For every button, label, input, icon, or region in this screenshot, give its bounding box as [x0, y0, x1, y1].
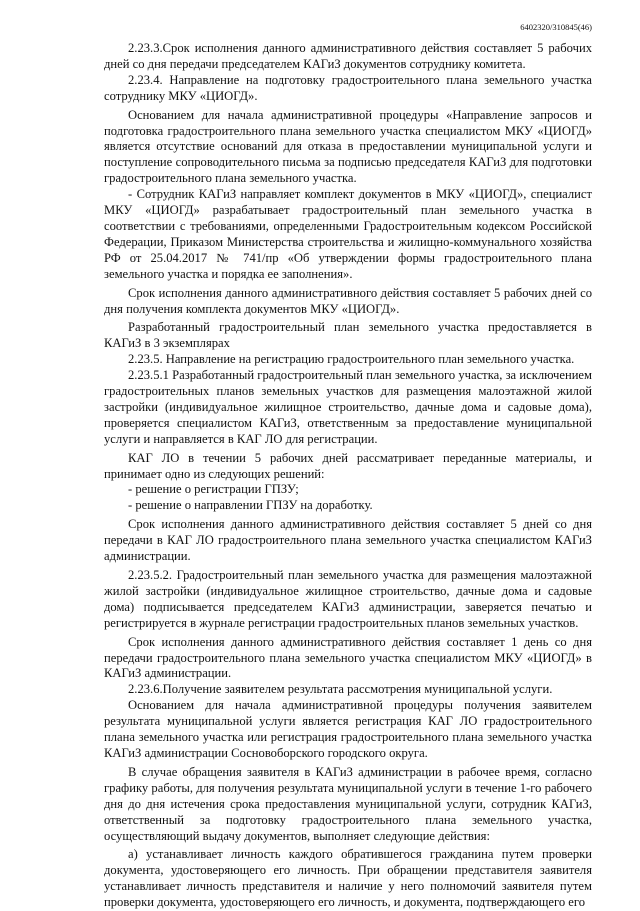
paragraph: 2.23.4. Направление на подготовку градостроительного плана земельного участка сотруднику МКУ «ЦИОГД». [104, 72, 592, 103]
paragraph: - решение о направлении ГПЗУ на доработку. [128, 498, 373, 513]
paragraph: Разработанный градостроительный план земельного участка предоставляется в КАГиЗ в 3 экземплярах [104, 320, 592, 351]
paragraph: Основанием для начала административной процедуры получения заявителем результата муниципальной услуги является регистрация КАГ ЛО градостроительного плана земельного участка или регистрация градостроительного плана земельного участка КАГиЗ администрации Сосновоборского городского округа. [104, 698, 592, 760]
paragraph: - решение о регистрации ГПЗУ; [128, 482, 299, 497]
paragraph: В случае обращения заявителя в КАГиЗ администрации в рабочее время, согласно графику работы, для получения результата муниципальной услуги в течение 1-го рабочего дня до дня истечения срока предоставления муниципальной услуги, сотрудник КАГиЗ, ответственный за подготовку градостроительного плана земельного участка, осуществляющий выдачу документов, выполняет следующие действия: [104, 764, 592, 843]
paragraph: а) устанавливает личность каждого обратившегося гражданина путем проверки документа, удостоверяющего его личность. При обращении представителя заявителя устанавливает личность представителя и наличие у него полномочий заявителя путем проверки документа, удостоверяющего его личность, и документа, подтверждающего его [104, 847, 592, 910]
paragraph: 2.23.5.1 Разработанный градостроительный план земельного участка, за исключением градостроительных планов земельных участков для размещения малоэтажной жилой застройки (индивидуальное жилищное строительство, дачные дома и садовые дома), проверяется специалистом КАГиЗ, ответственным за предоставление муниципальной услуги и направляется в КАГ ЛО для регистрации. [104, 368, 592, 446]
document-body [104, 41, 592, 911]
paragraph: 2.23.3.Срок исполнения данного административного действия составляет 5 рабочих дней со дня передачи председателем КАГиЗ документов сотруднику комитета. [104, 41, 592, 71]
paragraph: 2.23.5.2. Градостроительный план земельного участка для размещения малоэтажной жилой застройки (индивидуальное жилищное строительство, дачные дома и садовые дома) подписывается председателем КАГиЗ администрации, заверяется печатью и регистрируется в журнале регистрации градостроительных планов земельных участков. [104, 568, 592, 630]
paragraph: Срок исполнения данного административного действия составляет 1 день со дня передачи градостроительного плана земельного участка специалистом МКУ «ЦИОГД» в КАГиЗ администрации. [104, 634, 592, 681]
paragraph: Срок исполнения данного административного действия составляет 5 дней со дня передачи в КАГ ЛО градостроительного плана земельного участка специалистом КАГиЗ администрации. [104, 517, 592, 564]
paragraph: Основанием для начала административной процедуры «Направление запросов и подготовка градостроительного плана земельного участка специалистом МКУ «ЦИОГД» является отсутствие оснований для отказа в предоставлении муниципальной услуги и поступление сопроводительного письма за подписью председателя КАГиЗ для подготовки градостроительного плана земельного участка. [104, 107, 592, 186]
paragraph: 2.23.5. Направление на регистрацию градостроительного план земельного участка. [128, 352, 575, 367]
paragraph: КАГ ЛО в течении 5 рабочих дней рассматривает переданные материалы, и принимает одно из следующих решений: [104, 450, 592, 481]
paragraph: Срок исполнения данного административного действия составляет 5 рабочих дней со дня получения комплекта документов МКУ «ЦИОГД». [104, 285, 592, 316]
document-id: 6402320/310845(46) [520, 22, 592, 32]
paragraph: 2.23.6.Получение заявителем результата рассмотрения муниципальной услуги. [128, 682, 553, 697]
paragraph: - Сотрудник КАГиЗ направляет комплект документов в МКУ «ЦИОГД», специалист МКУ «ЦИОГД» разрабатывает градостроительный план земельного участка в соответствии с требованиями, определенными Градостроительным кодексом Российской Федерации, Приказом Министерства строительства и жилищно-коммунального хозяйства РФ от 25.04.2017 № 741/пр «Об утверждении формы градостроительного плана земельного участка и порядка ее заполнения». [104, 187, 592, 281]
